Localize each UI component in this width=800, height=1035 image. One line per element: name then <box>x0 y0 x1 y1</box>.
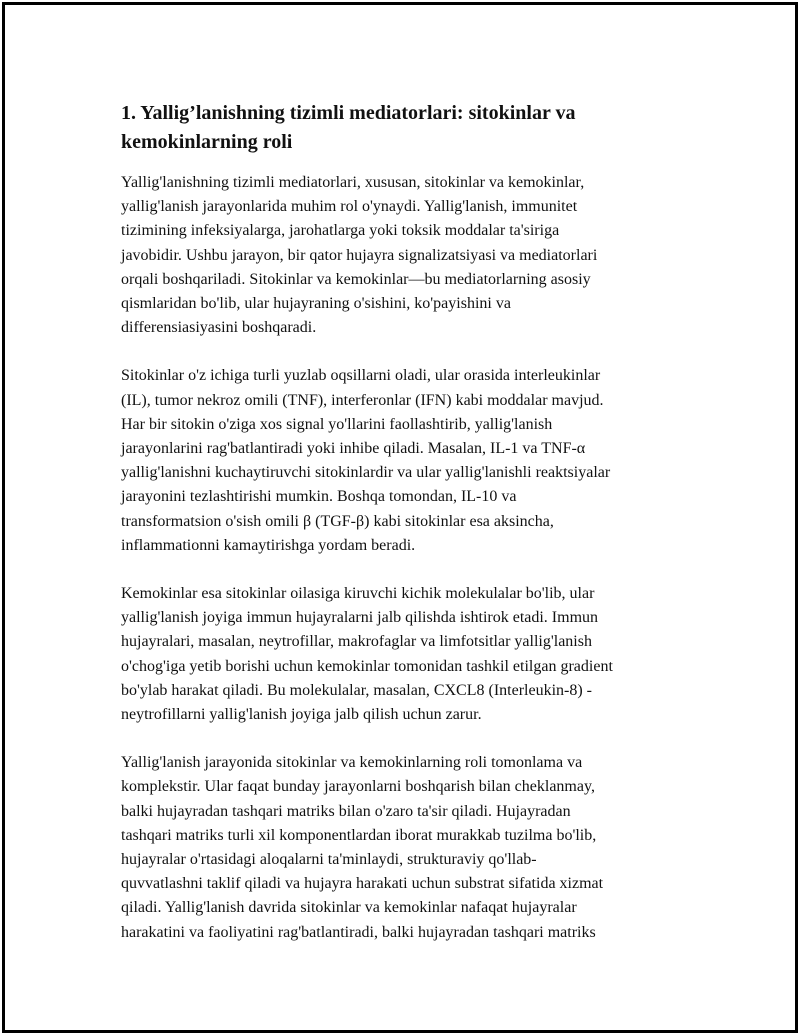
document-body <box>121 99 701 969</box>
paragraph-2: Sitokinlar o'z ichiga turli yuzlab oqsillarni oladi, ular orasida interleukinlar (IL), tumor nekroz omili (TNF), interferonlar (IFN) kabi moddalar mavjud. Har bir sitokin o'ziga xos signal yo'llarini faollashtirib, yallig'lanish jarayonlarini rag'batlantiradi yoki inhibe qiladi. Masalan, IL-1 va TNF-α yallig'lanishni kuchaytiruvchi sitokinlardir va ular yallig'lanishli reaktsiyalar jarayonini tezlashtirishi mumkin. Boshqa tomondan, IL-10 va transformatsion o'sish omili β (TGF-β) kabi sitokinlar esa aksincha, inflammationni kamaytirishga yordam beradi. <box>121 367 611 554</box>
page-frame <box>2 2 798 1033</box>
paragraph-4: Yallig'lanish jarayonida sitokinlar va kemokinlarning roli tomonlama va komplekstir. Ular faqat bunday jarayonlarni boshqarish bilan cheklanmay, balki hujayradan tashqari matriks bilan o'zaro ta'sir qiladi. Hujayradan tashqari matriks turli xil komponentlardan iborat murakkab tuzilma bo'lib, hujayralar o'rtasidagi aloqalarni ta'minlaydi, strukturaviy qo'llab- quvvatlashni taklif qiladi va hujayra harakati uchun substrat sifatida xizmat qiladi. Yallig'lanish davrida sitokinlar va kemokinlar nafaqat hujayralar harakatini va faoliyatini rag'batlantiradi, balki hujayradan tashqari matriks <box>121 754 604 941</box>
paragraph-3: Kemokinlar esa sitokinlar oilasiga kiruvchi kichik molekulalar bo'lib, ular yallig'lanish joyiga immun hujayralarni jalb qilishda ishtirok etadi. Immun hujayralari, masalan, neytrofillar, makrofaglar va limfotsitlar yallig'lanish o'chog'iga yetib borishi uchun kemokinlar tomonidan tashkil etilgan gradient bo'ylab harakat qiladi. Bu molekulalar, masalan, CXCL8 (Interleukin-8) - neytrofillarni yallig'lanish joyiga jalb qilish uchun zarur. <box>121 585 613 724</box>
paragraph-1: Yallig'lanishning tizimli mediatorlari, xususan, sitokinlar va kemokinlar, yallig'lanish jarayonlarida muhim rol o'ynaydi. Yallig'lanish, immunitet tizimining infeksiyalarga, jarohatlarga yoki toksik moddalar ta'siriga javobidir. Ushbu jarayon, bir qator hujayra signalizatsiyasi va mediatorlari orqali boshqariladi. Sitokinlar va kemokinlar—bu mediatorlarning asosiy qismlaridan bo'lib, ular hujayraning o'sishini, ko'payishini va differensiasiyasini boshqaradi. <box>121 174 598 337</box>
section-heading: 1. Yallig’lanishning tizimli mediatorlari: sitokinlar va kemokinlarning roli <box>121 102 576 153</box>
